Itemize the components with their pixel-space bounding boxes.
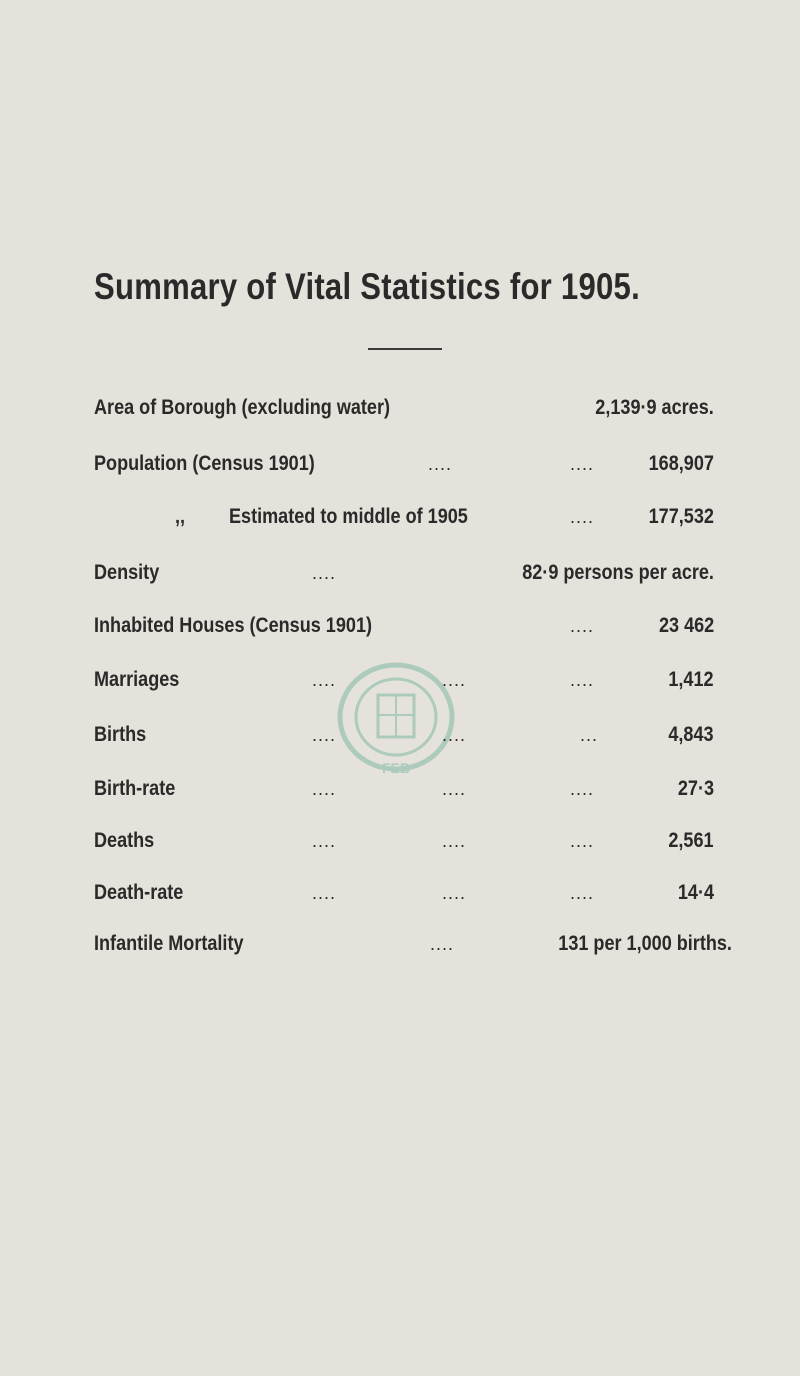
- stat-value: 23 462: [658, 614, 714, 637]
- leader-dots: ....: [570, 616, 595, 636]
- leader-dots: ....: [442, 883, 467, 903]
- stat-row-inhabited-houses: [0, 614, 800, 648]
- leader-dots: ....: [442, 779, 467, 799]
- ditto-mark: ,,: [175, 505, 186, 528]
- stat-row-marriages: [0, 668, 800, 702]
- leader-dots: ....: [430, 934, 455, 954]
- stat-label: Infantile Mortality: [94, 932, 244, 955]
- stat-row-infantile-mortality: [0, 932, 800, 966]
- stat-value: 168,907: [648, 452, 714, 475]
- leader-dots: ....: [312, 883, 337, 903]
- stat-label: Density: [94, 561, 160, 584]
- leader-dots: ....: [570, 831, 595, 851]
- leader-dots: ....: [428, 454, 453, 474]
- stat-label: Population (Census 1901): [94, 452, 315, 475]
- stat-label: Death-rate: [94, 881, 184, 904]
- stat-label: Area of Borough (excluding water): [94, 396, 391, 419]
- stat-row-deaths: [0, 829, 800, 863]
- leader-dots: ....: [442, 831, 467, 851]
- stat-label: Births: [94, 723, 147, 746]
- leader-dots: ....: [570, 507, 595, 527]
- stat-label: Estimated to middle of 1905: [229, 505, 468, 528]
- stat-value: 2,561: [668, 829, 714, 852]
- stat-label: Marriages: [94, 668, 180, 691]
- leader-dots: ....: [570, 883, 595, 903]
- leader-dots: ....: [442, 670, 467, 690]
- stat-value: 177,532: [648, 505, 714, 528]
- stat-value: 4,843: [668, 723, 714, 746]
- leader-dots: ....: [312, 670, 337, 690]
- stat-label: Birth-rate: [94, 777, 176, 800]
- stat-row-birth-rate: [0, 777, 800, 811]
- stat-row-population-estimated: [0, 505, 800, 539]
- leader-dots: ....: [312, 831, 337, 851]
- stat-label: Deaths: [94, 829, 155, 852]
- stat-row-area: [0, 396, 800, 430]
- leader-dots: ....: [570, 670, 595, 690]
- stat-value: 1,412: [668, 668, 714, 691]
- stat-row-death-rate: [0, 881, 800, 915]
- leader-dots: ....: [312, 779, 337, 799]
- stat-label: Inhabited Houses (Census 1901): [94, 614, 373, 637]
- leader-dots: ...: [580, 725, 599, 745]
- stat-value: 82·9 persons per acre.: [522, 561, 714, 584]
- stat-row-births: [0, 723, 800, 757]
- stat-value: 27·3: [677, 777, 714, 800]
- leader-dots: ....: [442, 725, 467, 745]
- svg-text:FEB: FEB: [382, 760, 410, 776]
- page-title: Summary of Vital Statistics for 1905.: [94, 266, 640, 307]
- stat-value: 2,139·9 acres.: [595, 396, 714, 419]
- leader-dots: ....: [570, 454, 595, 474]
- stat-row-density: [0, 561, 800, 595]
- leader-dots: ....: [312, 725, 337, 745]
- stat-row-population: [0, 452, 800, 486]
- stat-value: 131 per 1,000 births.: [558, 932, 732, 955]
- stat-value: 14·4: [677, 881, 714, 904]
- leader-dots: ....: [312, 563, 337, 583]
- title-rule: [368, 348, 442, 350]
- leader-dots: ....: [570, 779, 595, 799]
